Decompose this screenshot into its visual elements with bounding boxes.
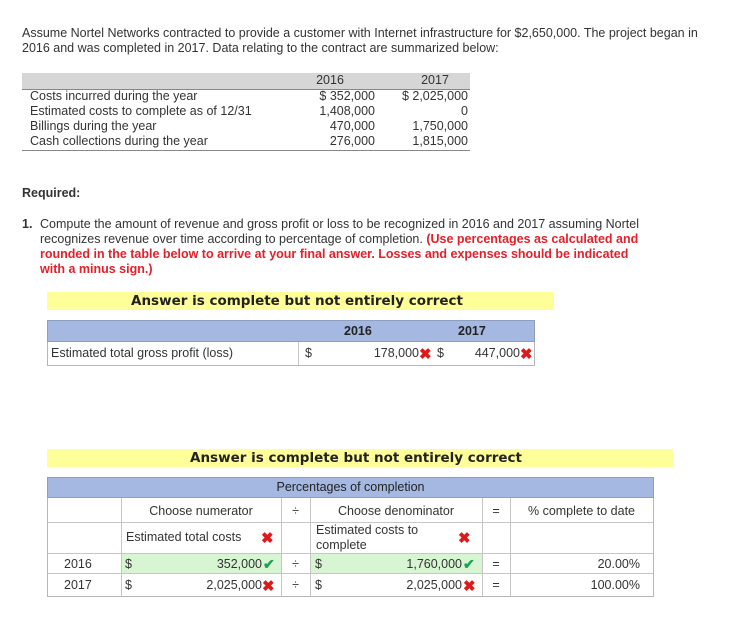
denominator-currency: $ bbox=[315, 557, 322, 571]
summary-value-2017: 1,750,000 bbox=[412, 119, 468, 133]
gp-row-label: Estimated total gross profit (loss) bbox=[51, 346, 234, 360]
gp-value-2016[interactable]: 178,000 bbox=[373, 346, 419, 360]
pct-row-year: 2016 bbox=[64, 557, 92, 571]
correct-mark-icon: ✔ bbox=[463, 556, 475, 572]
summary-value-2017: $ 2,025,000 bbox=[401, 89, 468, 103]
pct-row-divider bbox=[48, 573, 653, 574]
summary-divider-bottom bbox=[22, 150, 470, 151]
denominator-header: Choose denominator bbox=[337, 504, 455, 518]
answer-status-text: Answer is complete but not entirely correct bbox=[190, 450, 523, 466]
denominator-input[interactable]: 2,025,000 bbox=[406, 578, 462, 592]
numerator-header: Choose numerator bbox=[149, 504, 253, 518]
incorrect-mark-icon: ✖ bbox=[419, 346, 432, 363]
divide-sign: ÷ bbox=[292, 504, 299, 518]
denominator-currency: $ bbox=[315, 578, 322, 592]
answer-status-text: Answer is complete but not entirely correct bbox=[131, 293, 464, 309]
summary-col-2016: 2016 bbox=[316, 73, 344, 87]
numerator-currency: $ bbox=[125, 578, 132, 592]
pct-row-year: 2017 bbox=[64, 578, 92, 592]
numerator-currency: $ bbox=[125, 557, 132, 571]
question-text: Compute the amount of revenue and gross profit or loss to be recognized in 2016 and 2017 assuming Nortel recognizes revenue over time according to percentage of completion. bbox=[40, 217, 639, 246]
answer-status-banner-2 bbox=[47, 449, 673, 467]
gp-col-divider bbox=[298, 342, 299, 365]
divide-sign: ÷ bbox=[292, 578, 299, 592]
incorrect-mark-icon: ✖ bbox=[458, 530, 471, 547]
numerator-select[interactable]: Estimated total costs bbox=[126, 530, 242, 544]
incorrect-mark-icon: ✖ bbox=[261, 530, 274, 547]
correct-mark-icon: ✔ bbox=[263, 556, 275, 572]
summary-row-label: Cash collections during the year bbox=[30, 134, 208, 148]
gp-table-header bbox=[47, 320, 535, 342]
gp-currency-2016: $ bbox=[305, 346, 312, 360]
pct-row-divider bbox=[48, 553, 653, 554]
equals-sign: = bbox=[492, 504, 500, 518]
problem-intro: Assume Nortel Networks contracted to provide a customer with Internet infrastructure for $2,650,000. The project began in 2016 and was completed in 2017. Data relating to the contract are summarized below: bbox=[22, 26, 698, 55]
question-number: 1. bbox=[22, 217, 33, 231]
incorrect-mark-icon: ✖ bbox=[262, 578, 275, 595]
result-header: % complete to date bbox=[527, 504, 635, 518]
gp-table-row bbox=[47, 342, 535, 366]
denominator-select[interactable]: Estimated costs to complete bbox=[316, 523, 419, 552]
summary-row-label: Costs incurred during the year bbox=[30, 89, 198, 103]
question-body bbox=[40, 217, 646, 277]
required-heading: Required: bbox=[22, 186, 81, 200]
summary-value-2017: 0 bbox=[461, 104, 468, 118]
answer-status-banner bbox=[47, 292, 554, 310]
incorrect-mark-icon: ✖ bbox=[520, 346, 533, 363]
gp-col-2016: 2016 bbox=[344, 324, 372, 338]
summary-value-2016: 276,000 bbox=[329, 134, 375, 148]
pct-table-title: Percentages of completion bbox=[276, 480, 425, 494]
question-instruction: (Use percentages as calculated and rounded in the table below to arrive at your final answer. Losses and expenses should be indicated with a minus sign.) bbox=[40, 232, 639, 276]
summary-row-label: Billings during the year bbox=[30, 119, 157, 133]
incorrect-mark-icon: ✖ bbox=[463, 578, 476, 595]
pct-table-header bbox=[47, 477, 654, 498]
summary-col-2017: 2017 bbox=[421, 73, 449, 87]
summary-value-2016: $ 352,000 bbox=[319, 89, 375, 103]
gp-currency-2017: $ bbox=[437, 346, 444, 360]
summary-value-2016: 470,000 bbox=[329, 119, 375, 133]
denominator-input[interactable]: 1,760,000 bbox=[406, 557, 462, 571]
equals-sign: = bbox=[492, 557, 500, 571]
numerator-input[interactable]: 2,025,000 bbox=[206, 578, 262, 592]
equals-sign: = bbox=[492, 578, 500, 592]
summary-value-2017: 1,815,000 bbox=[412, 134, 468, 148]
summary-value-2016: 1,408,000 bbox=[319, 104, 375, 118]
numerator-input[interactable]: 352,000 bbox=[216, 557, 262, 571]
percent-result: 100.00% bbox=[590, 578, 640, 592]
gp-col-2017: 2017 bbox=[458, 324, 486, 338]
divide-sign: ÷ bbox=[292, 557, 299, 571]
gp-value-2017[interactable]: 447,000 bbox=[474, 346, 520, 360]
percent-result: 20.00% bbox=[597, 557, 640, 571]
summary-row-label: Estimated costs to complete as of 12/31 bbox=[30, 104, 252, 118]
